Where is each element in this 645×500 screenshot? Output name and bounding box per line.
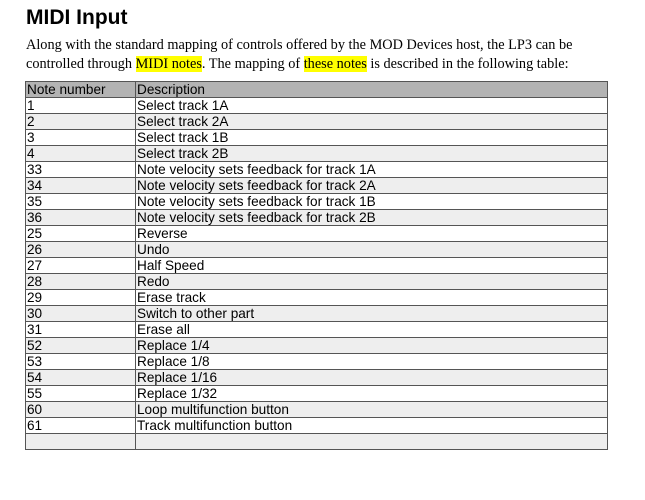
note-number-cell: 35: [26, 194, 136, 210]
table-row: [26, 98, 608, 114]
note-number-cell: 33: [26, 162, 136, 178]
description-cell: Select track 1A: [136, 98, 608, 114]
table-row: [26, 322, 608, 338]
intro-line-1: Along with the standard mapping of controls offered by the MOD Devices host, the LP3 can be: [26, 37, 573, 53]
note-number-cell: 54: [26, 370, 136, 386]
description-cell: Select track 2A: [136, 114, 608, 130]
description-cell: Undo: [136, 242, 608, 258]
table-row: [26, 146, 608, 162]
table-header-row: [26, 82, 608, 98]
table-row: [26, 258, 608, 274]
table-row: [26, 402, 608, 418]
description-cell: Replace 1/8: [136, 354, 608, 370]
description-cell: Replace 1/4: [136, 338, 608, 354]
column-header-description: Description: [136, 82, 608, 98]
note-number-cell: 52: [26, 338, 136, 354]
note-number-cell: 28: [26, 274, 136, 290]
table-row: [26, 386, 608, 402]
intro-line-2: [26, 55, 626, 74]
table-row: [26, 210, 608, 226]
table-row: [26, 130, 608, 146]
table-row: [26, 114, 608, 130]
description-cell: Switch to other part: [136, 306, 608, 322]
note-number-cell: 25: [26, 226, 136, 242]
description-cell: Note velocity sets feedback for track 2B: [136, 210, 608, 226]
page-title: MIDI Input: [26, 6, 128, 29]
note-number-cell: 36: [26, 210, 136, 226]
description-cell: Loop multifunction button: [136, 402, 608, 418]
note-number-cell: [26, 434, 136, 450]
description-cell: Replace 1/32: [136, 386, 608, 402]
table-row: [26, 338, 608, 354]
note-number-cell: 34: [26, 178, 136, 194]
note-number-cell: 60: [26, 402, 136, 418]
note-number-cell: 27: [26, 258, 136, 274]
description-cell: Note velocity sets feedback for track 1A: [136, 162, 608, 178]
table-row: [26, 290, 608, 306]
midi-mapping-table: [25, 81, 608, 450]
note-number-cell: 61: [26, 418, 136, 434]
note-number-cell: 3: [26, 130, 136, 146]
table-row: [26, 162, 608, 178]
table-row: [26, 370, 608, 386]
description-cell: Select track 2B: [136, 146, 608, 162]
note-number-cell: 2: [26, 114, 136, 130]
description-cell: [136, 434, 608, 450]
highlight-midi-notes: MIDI notes: [135, 56, 202, 72]
table-row: [26, 418, 608, 434]
description-cell: Replace 1/16: [136, 370, 608, 386]
table-row: [26, 178, 608, 194]
note-number-cell: 55: [26, 386, 136, 402]
description-cell: Erase all: [136, 322, 608, 338]
description-cell: Note velocity sets feedback for track 2A: [136, 178, 608, 194]
table-row: [26, 194, 608, 210]
description-cell: Select track 1B: [136, 130, 608, 146]
intro-paragraph: [26, 36, 626, 74]
note-number-cell: 31: [26, 322, 136, 338]
table-row: [26, 434, 608, 450]
table-body: [26, 98, 608, 450]
note-number-cell: 29: [26, 290, 136, 306]
highlight-these-notes: these notes: [303, 56, 367, 72]
table-row: [26, 354, 608, 370]
intro-text-after: is described in the following table:: [366, 56, 569, 72]
intro-text-middle: . The mapping of: [201, 56, 304, 72]
description-cell: Redo: [136, 274, 608, 290]
description-cell: Half Speed: [136, 258, 608, 274]
note-number-cell: 4: [26, 146, 136, 162]
table-row: [26, 226, 608, 242]
description-cell: Note velocity sets feedback for track 1B: [136, 194, 608, 210]
note-number-cell: 30: [26, 306, 136, 322]
description-cell: Reverse: [136, 226, 608, 242]
note-number-cell: 1: [26, 98, 136, 114]
note-number-cell: 26: [26, 242, 136, 258]
intro-text-before: controlled through: [26, 56, 136, 72]
table-row: [26, 274, 608, 290]
table-row: [26, 242, 608, 258]
table-row: [26, 306, 608, 322]
description-cell: Erase track: [136, 290, 608, 306]
column-header-note-number: Note number: [26, 82, 136, 98]
description-cell: Track multifunction button: [136, 418, 608, 434]
note-number-cell: 53: [26, 354, 136, 370]
